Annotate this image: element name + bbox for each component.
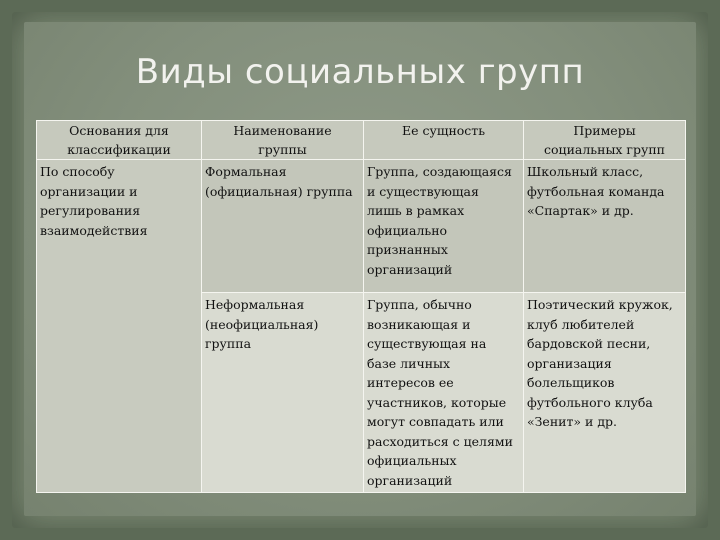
group-name-cell xyxy=(202,160,364,293)
header-group-name-label: Наименование группы xyxy=(233,123,332,157)
slide-title: Виды социальных групп xyxy=(135,52,585,92)
table-header-row xyxy=(37,121,686,160)
essence-text: Группа, создающаяся и существующая лишь в рамках официально признанных организаций xyxy=(367,164,512,277)
table-row xyxy=(37,160,686,293)
essence-text: Группа, обычно возникающая и существующая на базе личных интересов ее участников, которые могут совпадать или расходиться с целями официальных организаций xyxy=(367,297,513,488)
header-essence xyxy=(364,121,524,160)
essence-cell xyxy=(364,160,524,293)
header-examples xyxy=(524,121,686,160)
header-basis xyxy=(37,121,202,160)
examples-text: Школьный класс, футбольная команда «Спартак» и др. xyxy=(527,164,665,218)
group-name-cell xyxy=(202,293,364,493)
header-essence-label: Ее сущность xyxy=(401,123,486,138)
examples-cell xyxy=(524,293,686,493)
basis-cell xyxy=(37,160,202,493)
examples-text: Поэтический кружок, клуб любителей бардовской песни, организация болельщиков футбольного клуба «Зенит» и др. xyxy=(527,297,673,429)
group-name-text: Неформальная (неофициальная) группа xyxy=(205,297,319,351)
header-basis-label: Основания для классификации xyxy=(67,123,171,157)
group-name-text: Формальная (официальная) группа xyxy=(205,164,353,199)
header-group-name xyxy=(202,121,364,160)
essence-cell xyxy=(364,293,524,493)
examples-cell xyxy=(524,160,686,293)
social-groups-table xyxy=(36,120,686,493)
header-examples-label: Примеры социальных групп xyxy=(544,123,665,157)
basis-text: По способу организации и регулирования взаимодействия xyxy=(40,164,148,238)
